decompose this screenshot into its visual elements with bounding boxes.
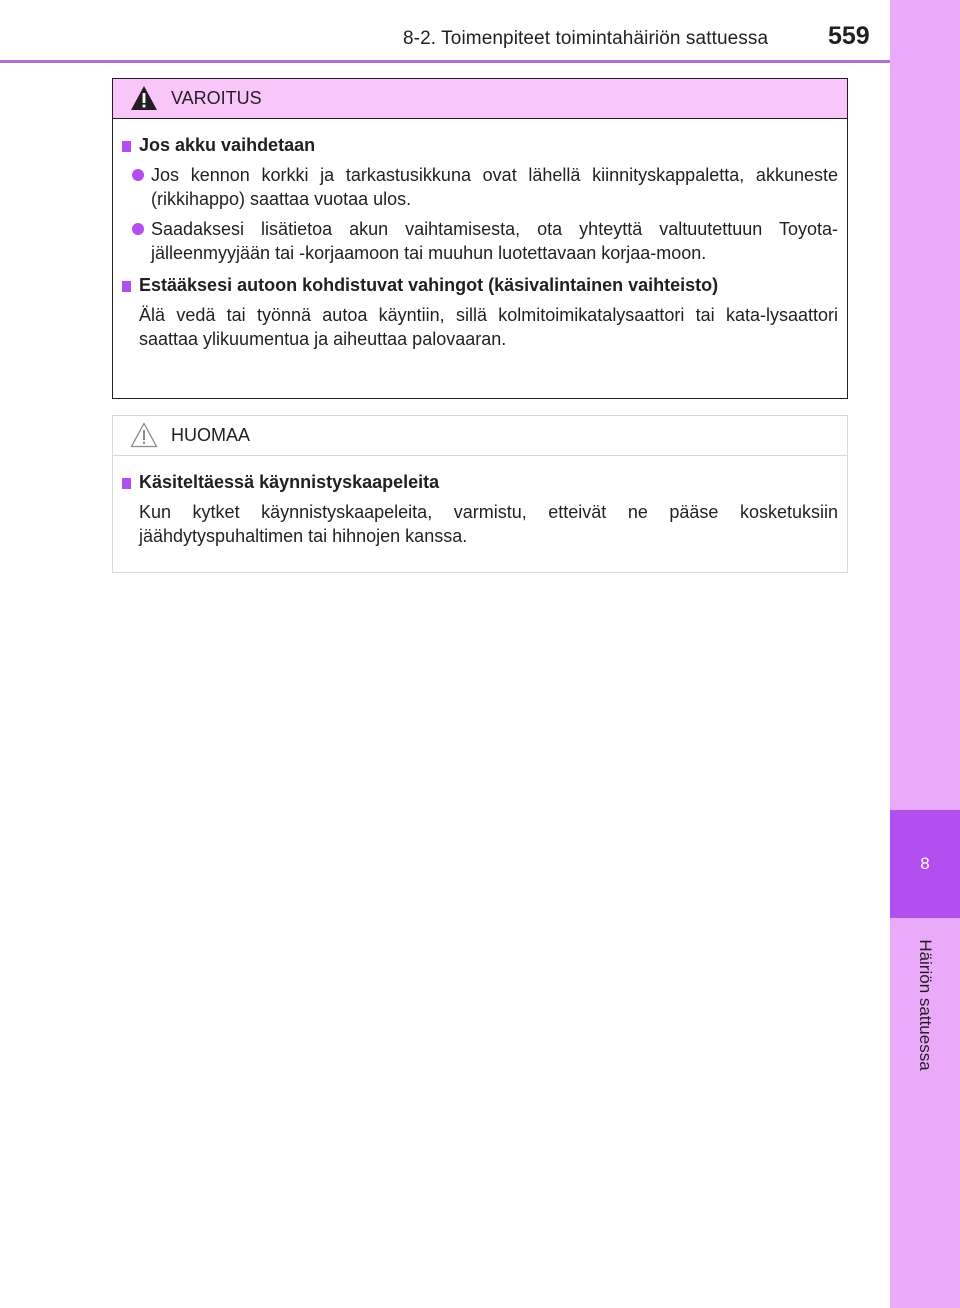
notice-label: HUOMAA — [171, 425, 251, 445]
warning-triangle-outline-icon — [130, 422, 158, 453]
warning-triangle-filled-icon — [130, 85, 158, 116]
section-text: Älä vedä tai työnnä autoa käyntiin, sillä kolmitoimikatalysaattori tai kata-lysaattori saattaa ylikuumentua ja aiheuttaa palovaaran. — [139, 305, 838, 349]
section-heading: Jos akku vaihdetaan — [122, 133, 838, 157]
bullet-item: Saadaksesi lisätietoa akun vaihtamisesta, ota yhteyttä valtuutettuun Toyota-jälleenmyyjään tai -korjaamoon tai muuhun luotettavaan korjaa-moon. — [122, 217, 838, 265]
warning-body — [113, 119, 847, 351]
warning-box — [112, 78, 848, 399]
section-text: Kun kytket käynnistyskaapeleita, varmistu, etteivät ne pääse kosketuksiin jäähdytyspuhaltimen tai hihnojen kanssa. — [139, 502, 838, 546]
chapter-number: 8 — [890, 810, 960, 918]
warning-header — [113, 79, 847, 119]
bullet-item: Jos kennon korkki ja tarkastusikkuna ovat lähellä kiinnityskappaletta, akkuneste (rikkihappo) saattaa vuotaa ulos. — [122, 163, 838, 211]
page-number: 559 — [828, 22, 870, 50]
notice-body — [113, 456, 847, 548]
section-title: 8-2. Toimenpiteet toimintahäiriön sattuessa — [403, 28, 769, 49]
section-heading: Estääksesi autoon kohdistuvat vahingot (käsivalintainen vaihteisto) — [122, 273, 838, 297]
square-bullet-icon — [122, 478, 131, 489]
notice-header — [113, 416, 847, 456]
warning-label: VAROITUS — [171, 88, 262, 108]
section-heading: Käsiteltäessä käynnistyskaapeleita — [122, 470, 838, 494]
side-tab — [890, 0, 960, 1308]
square-bullet-icon — [122, 141, 131, 152]
circle-bullet-icon — [132, 169, 144, 181]
square-bullet-icon — [122, 281, 131, 292]
circle-bullet-icon — [132, 223, 144, 235]
chapter-title: Häiriön sattuessa — [916, 939, 935, 1071]
header-rule — [0, 60, 890, 63]
notice-box — [112, 415, 848, 573]
